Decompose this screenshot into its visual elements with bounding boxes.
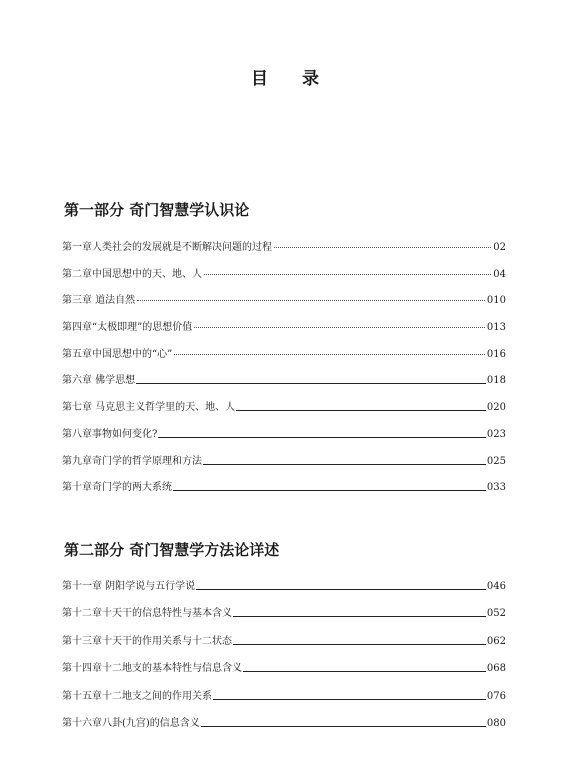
toc-entry[interactable] [62,659,506,686]
toc-leader-line [196,589,486,590]
toc-entry-title: 第十四章十二地支的基本特性与信息含义 [62,663,242,675]
toc-entry[interactable] [62,371,506,398]
toc-entry-page-number: 062 [486,635,506,647]
toc-entry[interactable] [62,265,506,292]
toc-entry-title: 第四章“太极即理”的思想价值 [62,322,193,334]
toc-leader-line [274,247,491,248]
toc-leader-line [236,410,486,411]
toc-list-part-1 [62,238,506,505]
toc-entry-title: 第二章中国思想中的天、地、人 [62,268,202,280]
toc-list-part-2 [62,577,506,741]
toc-entry-title: 第五章中国思想中的“心” [62,348,173,360]
toc-leader-line [233,644,486,645]
toc-entry-title: 第六章 佛学思想 [62,375,136,387]
toc-leader-line [137,300,485,301]
toc-entry-page-number: 033 [486,482,506,494]
toc-entry-page-number: 068 [486,663,506,675]
part-heading: 第二部分 奇门智慧学方法论详述 [64,541,280,559]
toc-entry-title: 第十章奇门学的两大系统 [62,482,172,494]
toc-entry-page-number: 080 [486,717,506,729]
toc-entry-title: 第十五章十二地支之间的作用关系 [62,690,212,702]
toc-leader-line [243,671,486,672]
toc-leader-line [173,490,486,491]
toc-entry-title: 第一章人类社会的发展就是不断解决问题的过程 [62,242,272,253]
toc-entry[interactable] [62,291,506,318]
toc-entry-page-number: 046 [486,581,506,592]
toc-entry-page-number: 018 [486,375,506,387]
toc-entry[interactable] [62,452,506,479]
toc-leader-line [194,327,485,328]
toc-entry-page-number: 02 [493,242,506,253]
toc-entry-title: 第七章 马克思主义哲学里的天、地、人 [62,402,236,414]
toc-leader-line [136,383,486,384]
toc-entry[interactable] [62,714,506,741]
toc-leader-line [203,464,486,465]
toc-entry[interactable] [62,604,506,631]
toc-entry-title: 第八章事物如何变化? [62,428,158,440]
toc-leader-line [233,616,486,617]
toc-entry[interactable] [62,478,506,505]
toc-entry[interactable] [62,318,506,345]
toc-leader-line [158,437,486,438]
toc-leader-line [201,726,486,727]
toc-leader-line [213,699,486,700]
toc-entry-page-number: 052 [486,608,506,620]
toc-entry-title: 第十二章十天干的信息特性与基本含义 [62,608,232,620]
toc-entry[interactable] [62,577,506,604]
toc-entry-title: 第十一章 阴阳学说与五行学说 [62,581,196,592]
toc-entry-page-number: 020 [486,402,506,414]
toc-entry-page-number: 013 [486,322,506,334]
toc-entry[interactable] [62,345,506,372]
page-title: 目 录 [251,69,333,89]
toc-entry-title: 第十三章十天干的作用关系与十二状态 [62,635,232,647]
toc-entry-page-number: 016 [486,348,506,360]
toc-entry[interactable] [62,398,506,425]
toc-entry[interactable] [62,425,506,452]
toc-entry[interactable] [62,632,506,659]
toc-entry-title: 第九章奇门学的哲学原理和方法 [62,455,202,467]
toc-entry-page-number: 010 [486,295,506,307]
toc-entry[interactable] [62,687,506,714]
toc-leader-line [174,354,485,355]
part-heading: 第一部分 奇门智慧学认识论 [64,201,250,219]
toc-leader-line [204,274,491,275]
toc-entry-page-number: 04 [493,268,506,280]
toc-entry-page-number: 025 [486,455,506,467]
toc-entry-title: 第十六章八卦(九宫)的信息含义 [62,717,200,729]
toc-entry-page-number: 076 [486,690,506,702]
toc-entry-page-number: 023 [486,428,506,440]
toc-entry-title: 第三章 道法自然 [62,295,136,307]
toc-entry[interactable] [62,238,506,265]
